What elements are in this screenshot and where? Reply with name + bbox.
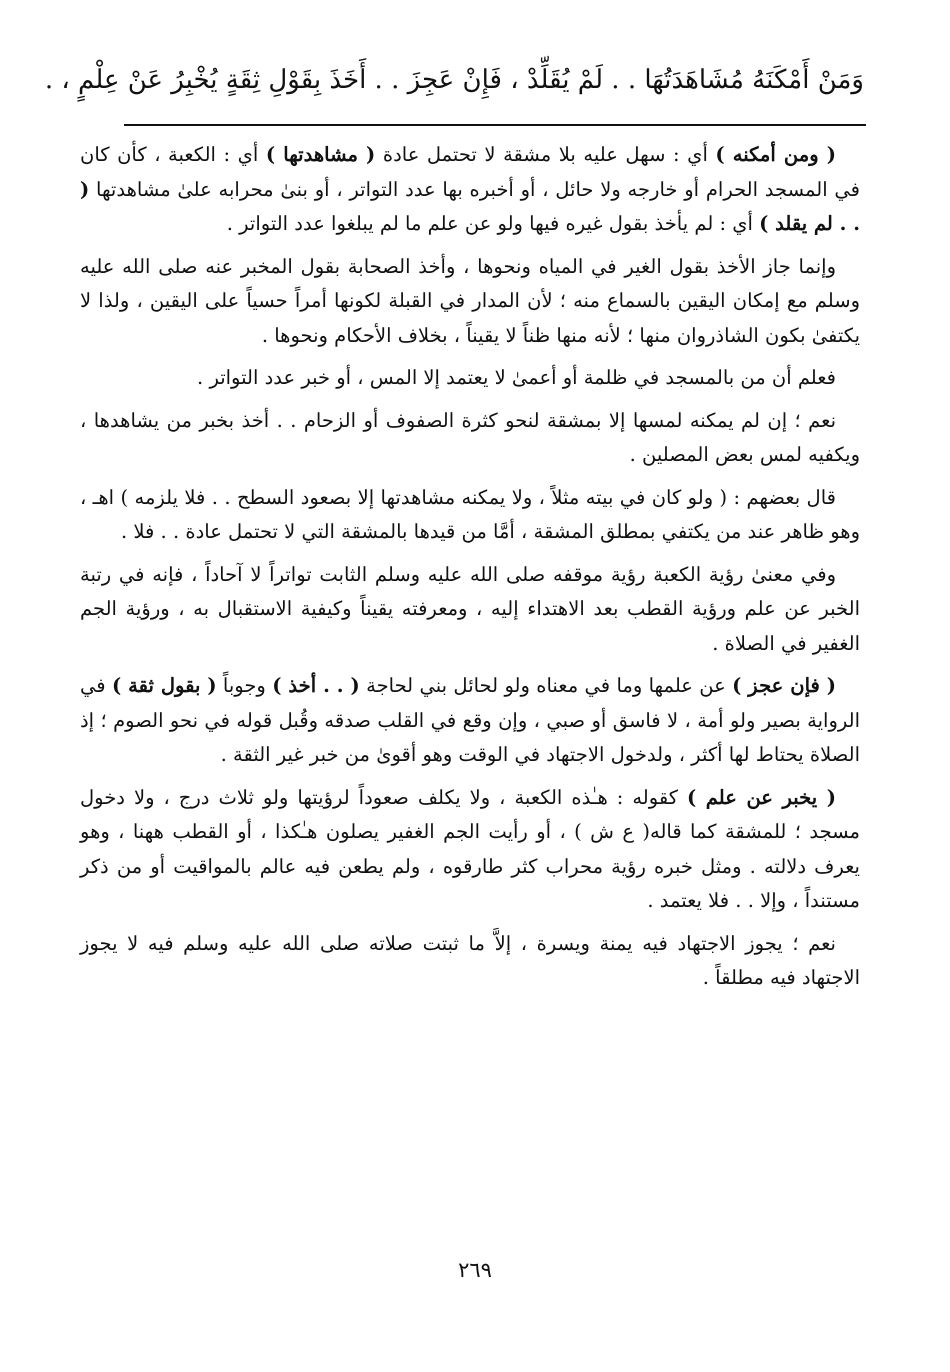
bold-matn-quote: ( بقول ثقة ) — [111, 674, 217, 697]
commentary-paragraph — [80, 250, 860, 354]
commentary-text: أي : الكعبة ، كأن كان في المسجد الحرام أو خارجه ولا حائل ، أو أخبره بها عدد التواتر ، أو بنىٰ محرابه علىٰ مشاهدتها — [80, 143, 860, 201]
commentary — [80, 138, 860, 1004]
page-number: ٢٦٩ — [458, 1258, 492, 1282]
matn-line: وَمَنْ أَمْكَنَهُ مُشَاهَدَتُهَا . . لَمْ يُقَلِّدْ ، فَإِنْ عَجِزَ . . أَخَذَ بِقَوْلِ ثِقَةٍ يُخْبِرُ عَنْ عِلْمٍ ، . — [44, 65, 864, 95]
bold-matn-quote: ( مشاهدتها ) — [265, 143, 376, 166]
commentary-paragraph — [80, 558, 860, 662]
bold-matn-quote: ( . . لم يقلد ) — [80, 177, 860, 235]
commentary-text: وإنما جاز الأخذ بقول الغير في المياه ونحوها ، وأخذ الصحابة بقول المخبر عنه صلى الله عليه وسلم مع إمكان اليقين بالسماع منه ؛ لأن المدار في القبلة لكونها أمراً حسياً على اليقين ، ولذا لا يكتفىٰ بكون الشاذروان منها ؛ لأنه منها ظناً لا يقيناً ، بخلاف الأحكام ونحوها . — [80, 254, 860, 347]
commentary-paragraph — [80, 669, 860, 773]
commentary-text: أي : سهل عليه بلا مشقة لا تحتمل عادة — [375, 143, 716, 166]
commentary-text: أي : لم يأخذ بقول غيره فيها ولو عن علم ما لم يبلغوا عدد التواتر . — [226, 212, 760, 235]
commentary-paragraph — [80, 481, 860, 550]
separator-rule — [124, 124, 866, 126]
commentary-text: وجوباً — [216, 674, 273, 697]
commentary-text: وفي معنىٰ رؤية الكعبة رؤية موقفه صلى الله عليه وسلم الثابت تواتراً لا آحاداً ، فإنه في رتبة الخبر عن علم ورؤية القطب بعد الاهتداء إليه ، ومعرفته يقيناً وكيفية الاستقبال به ، ورؤية الجم الغفير في الصلاة . — [80, 562, 860, 655]
commentary-paragraph — [80, 927, 860, 996]
commentary-paragraph — [80, 404, 860, 473]
commentary-paragraph — [80, 138, 860, 242]
commentary-paragraph — [80, 781, 860, 919]
bold-matn-quote: ( يخبر عن علم ) — [686, 785, 836, 809]
commentary-text: نعم ؛ إن لم يمكنه لمسها إلا بمشقة لنحو كثرة الصفوف أو الزحام . . أخذ بخبر من يشاهدها ، ويكفيه لمس بعض المصلين . — [80, 408, 860, 466]
bold-matn-quote: ( . . أخذ ) — [272, 674, 360, 697]
commentary-paragraph — [80, 361, 860, 396]
bold-matn-quote: ( فإن عجز ) — [732, 674, 837, 697]
commentary-text: كقوله : هـٰذه الكعبة ، ولا يكلف صعوداً لرؤيتها ولو ثلاث درج ، ولا دخول مسجد ؛ للمشقة كما قاله( ع ش ) ، أو رأيت الجم الغفير يصلون هـٰكذا ، أو القطب ههنا ، وهو يعرف دلالته . ومثل خبره رؤية محراب كثر طارقوه ، ولم يطعن فيه عالم بالمواقيت أو من ذكر مستنداً ، وإلا . . فلا يعتمد . — [80, 785, 860, 912]
commentary-text: عن علمها وما في معناه ولو لحائل بني لحاجة — [359, 674, 733, 697]
commentary-text: قال بعضهم : ( ولو كان في بيته مثلاً ، ولا يمكنه مشاهدتها إلا بصعود السطح . . فلا يلزمه ) اهـ ، وهو ظاهر عند من يكتفي بمطلق المشقة ، أمَّا من قيدها بالمشقة التي لا تحتمل عادة . . فلا . — [80, 485, 860, 543]
commentary-text: فعلم أن من بالمسجد في ظلمة أو أعمىٰ لا يعتمد إلا المس ، أو خبر عدد التواتر . — [197, 366, 836, 389]
commentary-text: في الرواية بصير ولو أمة ، لا فاسق أو صبي ، وإن وقع في القلب صدقه وقُبل قوله في نحو الصوم ؛ إذ الصلاة يحتاط لها أكثر ، ولدخول الاجتهاد في الوقت وهو أقوىٰ من خبر غير الثقة . — [80, 674, 860, 766]
bold-matn-quote: ( ومن أمكنه ) — [715, 143, 836, 166]
commentary-text: نعم ؛ يجوز الاجتهاد فيه يمنة ويسرة ، إلاَّ ما ثبتت صلاته صلى الله عليه وسلم فيه لا يجوز الاجتهاد فيه مطلقاً . — [80, 931, 860, 989]
